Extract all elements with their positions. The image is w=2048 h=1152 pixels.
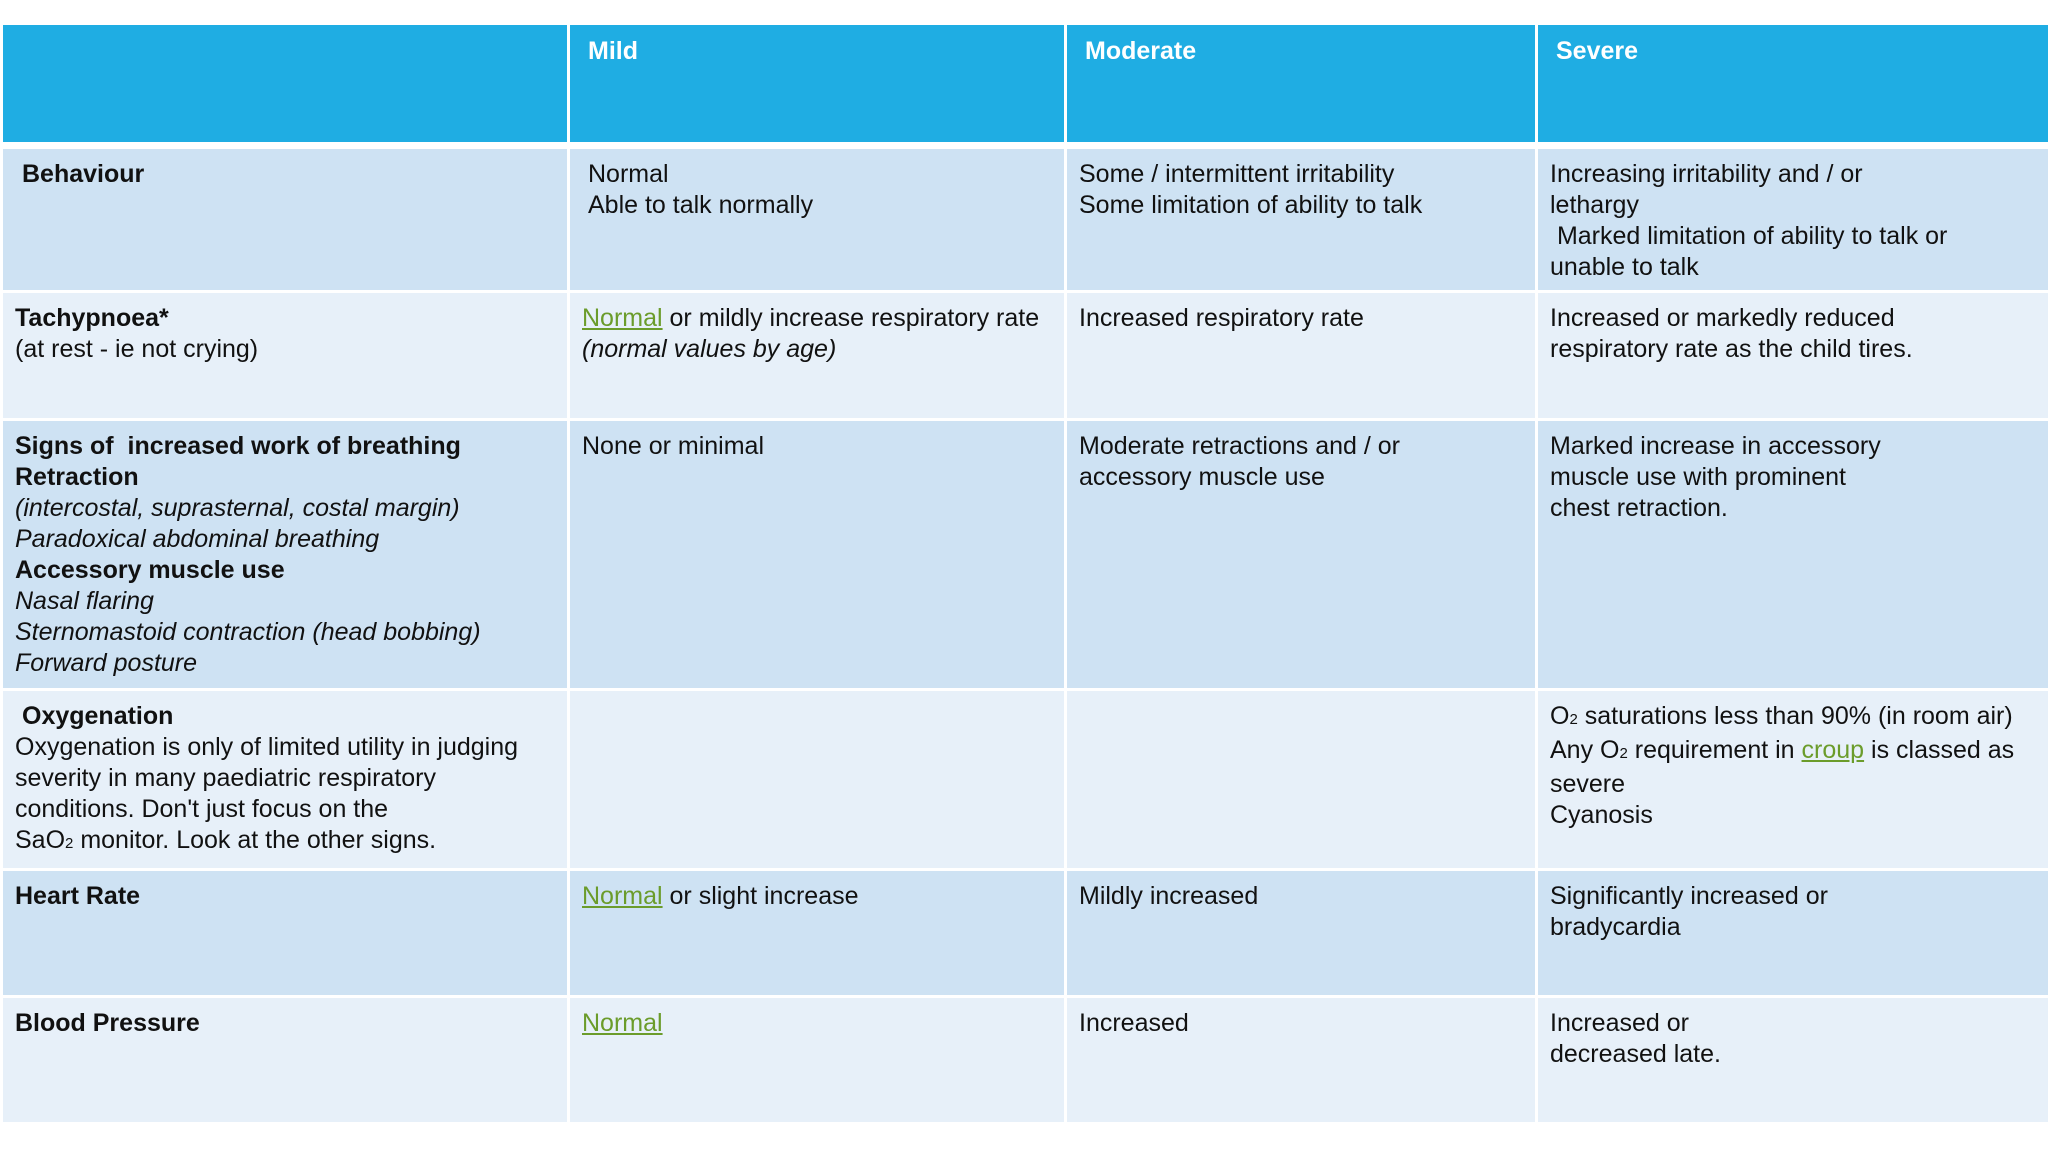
heart-rate-mild-cell: [569, 870, 1066, 997]
blood-pressure-severe-line: Increased or: [1550, 1009, 1689, 1037]
behaviour-severe-cell: [1537, 146, 2048, 292]
signs-severe-line: chest retraction.: [1550, 494, 1728, 522]
oxygenation-severe-line: [1550, 701, 2048, 735]
signs-mild-text: None or minimal: [582, 432, 765, 460]
behaviour-moderate-cell: [1066, 146, 1537, 292]
signs-nasal: Nasal flaring: [15, 587, 154, 615]
blood-pressure-moderate-text: Increased: [1079, 1009, 1189, 1037]
oxygenation-label-cell: [2, 690, 569, 870]
o2-subscript: 2: [1619, 745, 1628, 762]
normal-link[interactable]: Normal: [582, 1009, 663, 1037]
table-row-blood-pressure: [2, 997, 2048, 1124]
o2-subscript: 2: [1569, 711, 1578, 728]
blood-pressure-severe-line: decreased late.: [1550, 1040, 1721, 1068]
table-row-heart-rate: [2, 870, 2048, 997]
signs-retraction: Retraction: [15, 463, 139, 491]
behaviour-moderate-line: Some / intermittent irritability: [1079, 160, 1395, 188]
signs-severe-line: muscle use with prominent: [1550, 463, 1846, 491]
o2-text: Any O: [1550, 736, 1620, 764]
behaviour-severe-line: Increasing irritability and / or: [1550, 160, 1863, 188]
signs-forward: Forward posture: [15, 649, 198, 677]
o2-saturation-text: saturations less than 90% (in room air): [1577, 702, 2013, 730]
tachypnoea-label-cell: [2, 292, 569, 420]
tachypnoea-sublabel: (at rest - ie not crying): [15, 335, 259, 363]
oxygenation-desc-pre: SaO: [15, 826, 66, 854]
signs-moderate-line: Moderate retractions and / or: [1079, 432, 1400, 460]
oxygenation-severe-line: [1550, 735, 2048, 769]
behaviour-severe-line: Marked limitation of ability to talk or: [1550, 222, 1948, 250]
blood-pressure-severe-cell: [1537, 997, 2048, 1124]
croup-link[interactable]: croup: [1801, 736, 1865, 764]
heart-rate-moderate-text: Mildly increased: [1079, 882, 1259, 910]
o2-text: O: [1550, 702, 1570, 730]
oxygenation-severe-cell: [1537, 690, 2048, 870]
oxygenation-label: Oxygenation: [22, 702, 174, 730]
header-moderate: Moderate: [1066, 24, 1537, 146]
table-row-work-of-breathing: [2, 420, 2048, 690]
behaviour-severe-line: unable to talk: [1550, 253, 1699, 281]
signs-moderate-line: accessory muscle use: [1079, 463, 1325, 491]
signs-accessory: Accessory muscle use: [15, 556, 285, 584]
table-row-oxygenation: [2, 690, 2048, 870]
heart-rate-mild-text: or slight increase: [662, 882, 859, 910]
tachypnoea-mild-text: or mildly increase respiratory rate: [662, 304, 1040, 332]
heart-rate-severe-line: Significantly increased or: [1550, 882, 1828, 910]
behaviour-mild-cell: [569, 146, 1066, 292]
oxygenation-desc-line: [15, 825, 567, 859]
signs-label-cell: [2, 420, 569, 690]
header-severe: Severe: [1537, 24, 2048, 146]
blood-pressure-label: Blood Pressure: [15, 1009, 200, 1037]
signs-mild-cell: [569, 420, 1066, 690]
heart-rate-severe-line: bradycardia: [1550, 913, 1681, 941]
heart-rate-mild-line: [582, 881, 1064, 912]
oxygenation-mild-cell: [569, 690, 1066, 870]
behaviour-mild-line: Able to talk normally: [588, 191, 814, 219]
tachypnoea-mild-cell: [569, 292, 1066, 420]
blood-pressure-moderate-cell: [1066, 997, 1537, 1124]
header-row: [2, 24, 2048, 146]
tachypnoea-moderate-text: Increased respiratory rate: [1079, 304, 1364, 332]
oxygenation-severe-line: severe: [1550, 770, 1626, 798]
heart-rate-label-cell: [2, 870, 569, 997]
blood-pressure-mild-cell: [569, 997, 1066, 1124]
oxygenation-desc-line: severity in many paediatric respiratory: [15, 764, 436, 792]
classed-as-text: is classed as: [1864, 736, 2015, 764]
tachypnoea-severe-cell: [1537, 292, 2048, 420]
table-row-behaviour: [2, 146, 2048, 292]
behaviour-moderate-line: Some limitation of ability to talk: [1079, 191, 1423, 219]
tachypnoea-moderate-cell: [1066, 292, 1537, 420]
signs-label: Signs of increased work of breathing: [15, 432, 461, 460]
heart-rate-moderate-cell: [1066, 870, 1537, 997]
oxygenation-desc-line: conditions. Don't just focus on the: [15, 795, 389, 823]
tachypnoea-label: Tachypnoea*: [15, 304, 169, 332]
tachypnoea-mild-line: [582, 303, 1064, 334]
oxygenation-desc-line: Oxygenation is only of limited utility in judging: [15, 733, 519, 761]
tachypnoea-severe-line: Increased or markedly reduced: [1550, 304, 1895, 332]
signs-retraction-detail: (intercostal, suprasternal, costal margin): [15, 494, 460, 522]
signs-sternomastoid: Sternomastoid contraction (head bobbing): [15, 618, 481, 646]
behaviour-label-cell: [2, 146, 569, 292]
oxygenation-severe-line: Cyanosis: [1550, 801, 1653, 829]
o2-requirement-text: requirement in: [1627, 736, 1802, 764]
behaviour-mild-line: Normal: [588, 160, 669, 188]
blood-pressure-label-cell: [2, 997, 569, 1124]
heart-rate-severe-cell: [1537, 870, 2048, 997]
header-mild: Mild: [569, 24, 1066, 146]
tachypnoea-mild-note: (normal values by age): [582, 335, 837, 363]
signs-paradoxical: Paradoxical abdominal breathing: [15, 525, 380, 553]
heart-rate-label: Heart Rate: [15, 882, 141, 910]
table-row-tachypnoea: [2, 292, 2048, 420]
behaviour-severe-line: lethargy: [1550, 191, 1639, 219]
signs-severe-cell: [1537, 420, 2048, 690]
normal-link[interactable]: Normal: [582, 882, 663, 910]
oxygenation-desc-post: monitor. Look at the other signs.: [73, 826, 437, 854]
severity-table: [0, 22, 2048, 1125]
signs-moderate-cell: [1066, 420, 1537, 690]
normal-link[interactable]: Normal: [582, 304, 663, 332]
oxygenation-desc-sub: 2: [65, 835, 74, 852]
tachypnoea-severe-line: respiratory rate as the child tires.: [1550, 335, 1913, 363]
header-blank: [2, 24, 569, 146]
behaviour-label: Behaviour: [22, 160, 145, 188]
signs-severe-line: Marked increase in accessory: [1550, 432, 1881, 460]
oxygenation-moderate-cell: [1066, 690, 1537, 870]
